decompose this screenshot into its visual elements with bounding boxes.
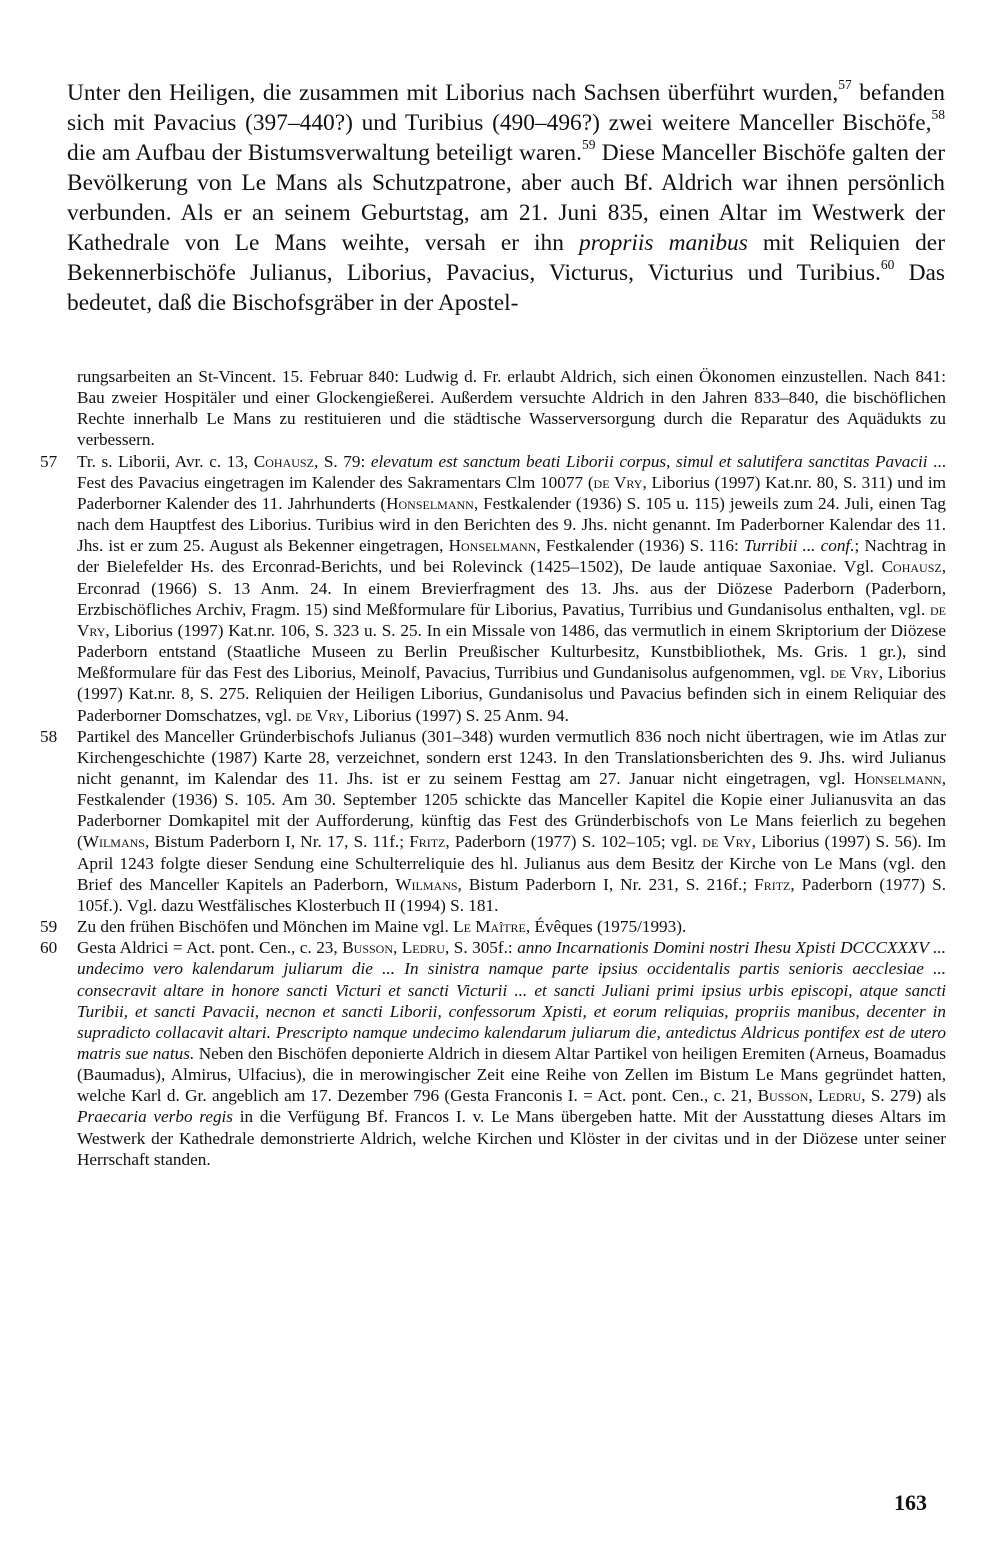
main-paragraph [67, 78, 945, 318]
footnote-ref-59[interactable]: 59 [581, 137, 596, 153]
footnote-text: Gesta Aldrici = Act. pont. Cen., c. 23, Busson, Ledru, S. 305f.: anno Incarnationis Domini nostri Ihesu Xpisti DCCCXXXV ... undecimo vero kalendarum juliarum die ... In sinistra namque parte ipsius occidentalis partis senioris aecclesiae ... consecravit altare in honore sancti Victuri et sancti Victurii ... et sancti Juliani primi ipsius urbis episcopi, atque sancti Turibii, et sancti Pavacii, necnon et sancti Liborii, confessorum Xpisti, et eorum reliquias, propriis manibus, decenter in supradicto collacavit altari. Prescripto namque undecimo kalendarum juliarum die, antedictus Aldricus pontifex est de utero matris sue natus. Neben den Bischöfen deponierte Aldrich in diesem Altar Partikel von heiligen Eremiten (Arneus, Boamadus (Baumadus), Almirus, Ulfacius), die in merowingischer Zeit eine Reihe von Zellen im Bistum Le Mans gegründet hatten, welche Karl d. Gr. angeblich am 17. Dezember 796 (Gesta Franconis I. = Act. pont. Cen., c. 21, Busson, Ledru, S. 279) als Praecaria verbo regis in die Verfügung Bf. Francos I. v. Le Mans übergeben hatte. Mit der Ausstattung dieses Altars im Westwerk der Kathedrale demonstrierte Aldrich, welche Kirchen und Klöster in der civitas und in der Diözese unter seiner Herrschaft standen. [77, 938, 947, 1169]
footnote-number: 60 [40, 938, 58, 958]
footnote-number: 57 [40, 451, 58, 471]
footnote-text: Tr. s. Liborii, Avr. c. 13, Cohausz, S. 79: elevatum est sanctum beati Liborii corpus, simul et salutifera sanctitas Pavacii ... Fest des Pavacius eingetragen im Kalender des Sakramentars Clm 10077 (de Vry, Liborius (1997) Kat.nr. 80, S. 311) und im Paderborner Kalender des 11. Jahrhunderts (Honselmann, Festkalender (1936) S. 105 u. 115) jeweils zum 24. Juli, einen Tag nach dem Hauptfest des Liborius. Turibius wird in den Berichten des 9. Jhs. nicht genannt. Im Paderborner Kalendar des 11. Jhs. ist er zum 25. August als Bekenner eingetragen, Honselmann, Festkalender (1936) S. 116: Turribii ... conf.; Nachtrag in der Bielefelder Hs. des Erconrad-Berichts, und bei Rolevinck (1425–1502), De laude antiquae Saxoniae. Vgl. Cohausz, Erconrad (1966) S. 13 Anm. 24. In einem Brevierfragment des 13. Jhs. aus der Diözese Paderborn (Paderborn, Erzbischöfliches Archiv, Fragm. 15) sind Meßformulare für Liborius, Pavatius, Turribius und Gundanisolus enthalten, vgl. de Vry, Liborius (1997) Kat.nr. 106, S. 323 u. S. 25. In ein Missale von 1486, das vermutlich in einem Skriptorium der Diözese Paderborn entstand (Staatliche Museen zu Berlin Preußischer Kulturbesitz, Kunstbibliothek, Ms. Gris. 1 gr.), sind Meßformulare für das Fest des Liborius, Meinolf, Pavacius, Turribius und Gundanisolus aufgenommen, vgl. de Vry, Liborius (1997) Kat.nr. 8, S. 275. Reliquien der Heiligen Liborius, Gundanisolus und Pavacius befinden sich in einem Reliquiar des Paderborner Domschatzes, vgl. de Vry, Liborius (1997) S. 25 Anm. 94. [77, 451, 946, 725]
footnote-text: Zu den frühen Bischöfen und Mönchen im Maine vgl. Le Maître, Évêques (1975/1993). [77, 917, 687, 937]
footnote-59 [40, 916, 946, 937]
footnote-ref-60[interactable]: 60 [880, 257, 895, 273]
footnote-ref-58[interactable]: 58 [931, 107, 945, 123]
footnote-ref-57[interactable]: 57 [838, 77, 852, 93]
footnote-number: 58 [40, 726, 58, 746]
text-run: mit Reliquien der Bekennerbischöfe Julianus, Liborius, Pavacius, Victurus, Victurius und Turibius. [67, 230, 945, 286]
footnote-text: Partikel des Manceller Gründerbischofs Julianus (301–348) wurden vermutlich 836 noch nicht übertragen, wie im Atlas zur Kirchengeschichte (1987) Karte 28, verzeichnet, sondern erst 1243. In den Translationsberichten des 9. Jhs. wird Julianus nicht genannt, im Kalendar des 11. Jhs. ist er zu seinem Festtag am 27. Januar nicht eingetragen, vgl. Honselmann, Festkalender (1936) S. 105. Am 30. September 1205 schickte das Manceller Kapitel die Kopie einer Julianusvita an das Paderborner Domkapitel mit der Aufforderung, künftig das Fest des Gründerbischofs von Le Mans feierlich zu begehen (Wilmans, Bistum Paderborn I, Nr. 17, S. 11f.; Fritz, Paderborn (1977) S. 102–105; vgl. de Vry, Liborius (1997) S. 56). Im April 1243 folgte dieser Sendung eine Schulterreliquie des hl. Julianus aus dem Besitz der Kirche von Le Mans (vgl. den Brief des Manceller Kapitels an Paderborn, Wilmans, Bistum Paderborn I, Nr. 231, S. 216f.; Fritz, Paderborn (1977) S. 105f.). Vgl. dazu Westfälisches Klosterbuch II (1994) S. 181. [77, 726, 946, 915]
text-run: Diese Manceller Bischöfe galten der Bevölkerung von Le Mans als Schutzpatrone, aber auch Bf. Aldrich war ihnen persönlich verbunden. Als er an seinem Geburtstag, am 21. Juni 835, einen Altar im Westwerk der Kathedrale von Le Mans weihte, versah er ihn [67, 140, 946, 256]
page-number: 163 [894, 1490, 927, 1515]
footnote-60 [40, 937, 946, 1170]
main-body-text [67, 78, 945, 318]
footnote-57 [40, 451, 946, 726]
text-run: befanden sich mit Pavacius (397–440?) und Turibius (490–496?) zwei weitere Manceller Bischöfe, [67, 80, 945, 136]
text-run: die am Aufbau der Bistumsverwaltung beteiligt waren. [67, 140, 582, 166]
footnotes [40, 366, 946, 1170]
footnote-continuation [40, 366, 946, 451]
footnote-number: 59 [40, 917, 58, 937]
text-run: Das bedeutet, daß die Bischofsgräber in der Apostel- [67, 260, 945, 316]
footnote-58 [40, 726, 946, 916]
footnote-text: rungsarbeiten an St-Vincent. 15. Februar 840: Ludwig d. Fr. erlaubt Aldrich, sich einen Ökonomen einzustellen. Nach 841: Bau zweier Hospitäler und einer Glockengießerei. Außerdem versuchte Aldrich in den Jahren 833–840, die bischöflichen Rechte innerhalb Le Mans zu restituieren und die städtische Wasserversorgung durch die Reparatur des Aquädukts zu verbessern. [77, 367, 946, 450]
text-run: Unter den Heiligen, die zusammen mit Liborius nach Sachsen überführt wurden, [67, 80, 839, 106]
italic-phrase: propriis manibus [579, 230, 748, 256]
